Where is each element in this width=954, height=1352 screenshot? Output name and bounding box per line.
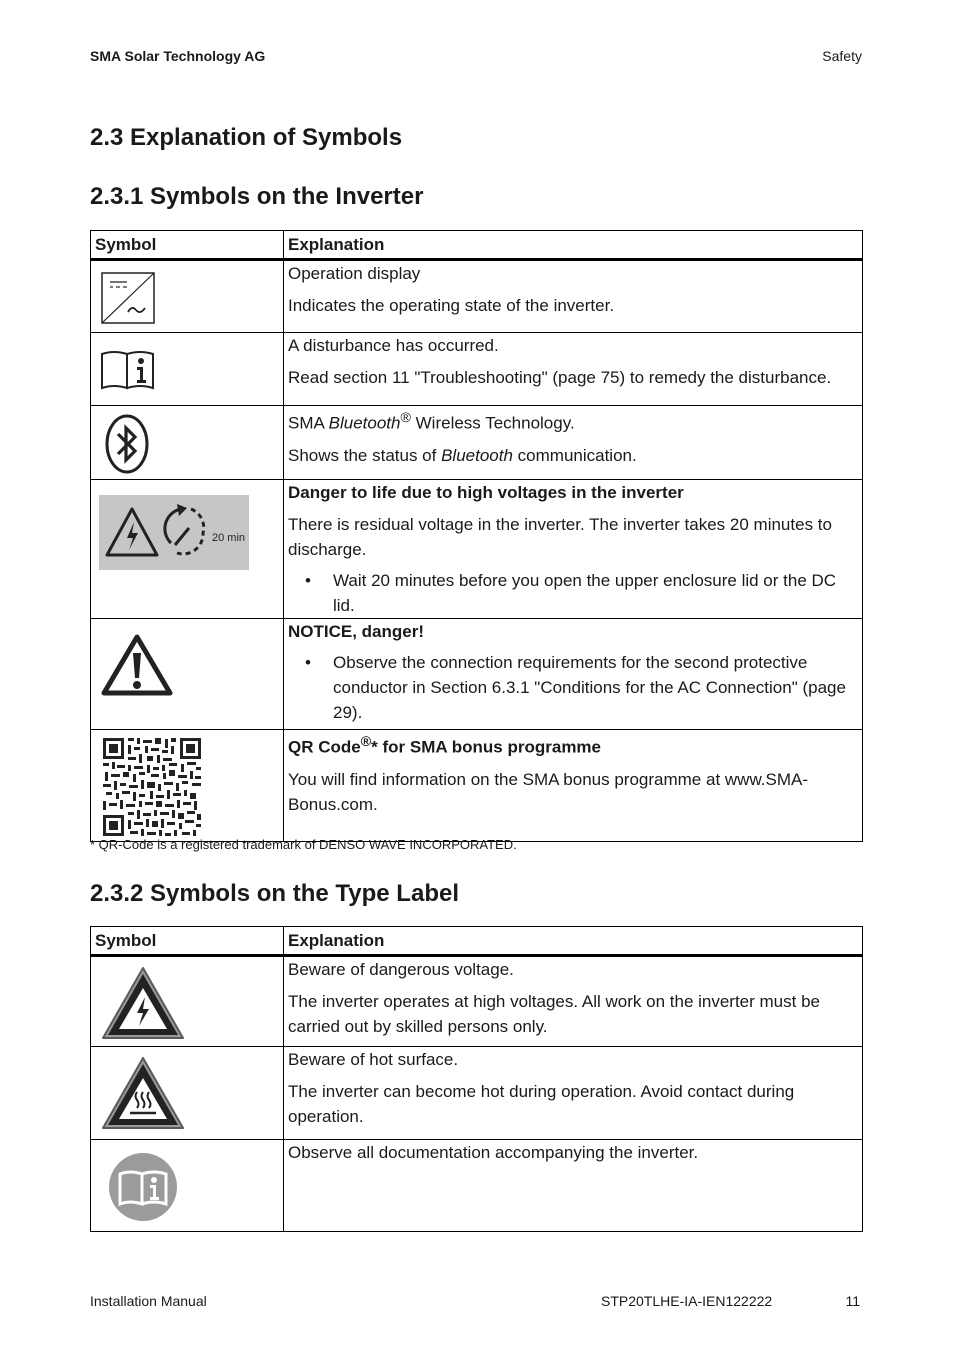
explanation-cell	[284, 619, 863, 730]
footnote: * QR-Code is a registered trademark of DENSO WAVE INCORPORATED.	[90, 837, 517, 852]
explanation-cell	[284, 406, 863, 480]
header-section: Safety	[822, 48, 862, 64]
table-header-row	[91, 927, 863, 956]
discharge-warning-icon	[99, 495, 249, 570]
bluetooth-icon	[104, 414, 150, 474]
table-row	[91, 406, 863, 480]
list-item: • Wait 20 minutes before you open the upper enclosure lid or the DC lid.	[288, 568, 858, 618]
registered-mark: ®	[400, 410, 411, 426]
symbol-cell	[91, 956, 284, 1047]
table-row	[91, 619, 863, 730]
explanation-text	[288, 443, 858, 468]
high-voltage-triangle-icon	[101, 966, 185, 1040]
table-row	[91, 956, 863, 1047]
symbol-cell	[91, 480, 284, 619]
symbol-column-header: Symbol	[91, 231, 284, 260]
explanation-text: There is residual voltage in the inverter. The inverter takes 20 minutes to discharge.	[288, 515, 832, 559]
explanation-cell	[284, 480, 863, 619]
duration-label: 20 min	[212, 532, 246, 544]
explanation-column-header: Explanation	[284, 927, 863, 956]
symbol-cell	[91, 1140, 284, 1232]
explanation-text: Observe all documentation accompanying the inverter.	[288, 1143, 699, 1162]
warning-triangle-icon	[101, 633, 173, 697]
symbol-cell	[91, 730, 284, 842]
symbol-cell	[91, 619, 284, 730]
explanation-cell	[284, 1140, 863, 1232]
inverter-symbols-heading: 2.3.1 Symbols on the Inverter	[90, 183, 424, 210]
symbol-cell	[91, 333, 284, 406]
explanation-cell	[284, 1047, 863, 1140]
table-row	[91, 480, 863, 619]
bluetooth-term: Bluetooth	[328, 413, 401, 433]
qr-code-icon	[103, 738, 201, 836]
explanation-cell	[284, 333, 863, 406]
text-run: communication.	[512, 445, 637, 465]
table-row	[91, 333, 863, 406]
footer-document-type: Installation Manual	[90, 1293, 207, 1309]
explanation-cell	[284, 730, 863, 842]
explanation-cell	[284, 260, 863, 333]
symbol-cell	[91, 406, 284, 480]
explanation-cell	[284, 956, 863, 1047]
type-label-symbols-table	[90, 926, 863, 1232]
list-item: • Observe the connection requirements for the second protective conductor in Section 6.3.1 "Conditions for the AC Connection" (page 29).	[288, 650, 858, 725]
explanation-text: Beware of hot surface.	[288, 1050, 459, 1069]
inverter-symbols-table	[90, 230, 863, 842]
text-run: Shows the status of	[288, 445, 442, 465]
section-heading: 2.3 Explanation of Symbols	[90, 124, 403, 151]
bluetooth-term: Bluetooth	[441, 445, 513, 465]
table-row	[91, 730, 863, 842]
symbol-cell	[91, 1047, 284, 1140]
bullet-list	[288, 568, 858, 618]
explanation-text: Read section 11 "Troubleshooting" (page 75) to remedy the disturbance.	[288, 368, 832, 387]
explanation-text: Indicates the operating state of the inverter.	[288, 296, 615, 315]
footer-document-code: STP20TLHE-IA-IEN122222	[601, 1293, 773, 1309]
page-number: 11	[845, 1293, 860, 1309]
bullet-list	[288, 650, 858, 725]
explanation-text: The inverter can become hot during operation. Avoid contact during operation.	[288, 1082, 795, 1126]
registered-mark: ®	[360, 734, 372, 750]
explanation-column-header: Explanation	[284, 231, 863, 260]
explanation-title: NOTICE, danger!	[288, 622, 425, 641]
explanation-text: You will find information on the SMA bonus programme at www.SMA-Bonus.com.	[288, 769, 809, 814]
header-company: SMA Solar Technology AG	[90, 48, 266, 64]
explanation-title: Danger to life due to high voltages in the inverter	[288, 483, 684, 502]
explanation-text: The inverter operates at high voltages. All work on the inverter must be carried out by skilled persons only.	[288, 992, 820, 1036]
text-run: QR Code	[288, 737, 361, 757]
explanation-text: A disturbance has occurred.	[288, 336, 499, 355]
table-header-row	[91, 231, 863, 260]
table-row	[91, 1140, 863, 1232]
type-label-symbols-heading: 2.3.2 Symbols on the Type Label	[90, 880, 459, 907]
explanation-text: Operation display	[288, 264, 421, 283]
explanation-text: Beware of dangerous voltage.	[288, 960, 514, 979]
text-run: SMA	[288, 413, 329, 433]
hot-surface-triangle-icon	[101, 1056, 185, 1130]
explanation-text	[288, 406, 858, 436]
explanation-title	[288, 730, 858, 760]
operation-display-icon	[101, 272, 155, 324]
symbol-cell	[91, 260, 284, 333]
table-row	[91, 260, 863, 333]
table-row	[91, 1047, 863, 1140]
manual-info-icon	[100, 350, 156, 390]
text-run: * for SMA bonus programme	[371, 737, 602, 757]
text-run: Wireless Technology.	[410, 413, 575, 433]
observe-documentation-icon	[108, 1152, 178, 1222]
symbol-column-header: Symbol	[91, 927, 284, 956]
